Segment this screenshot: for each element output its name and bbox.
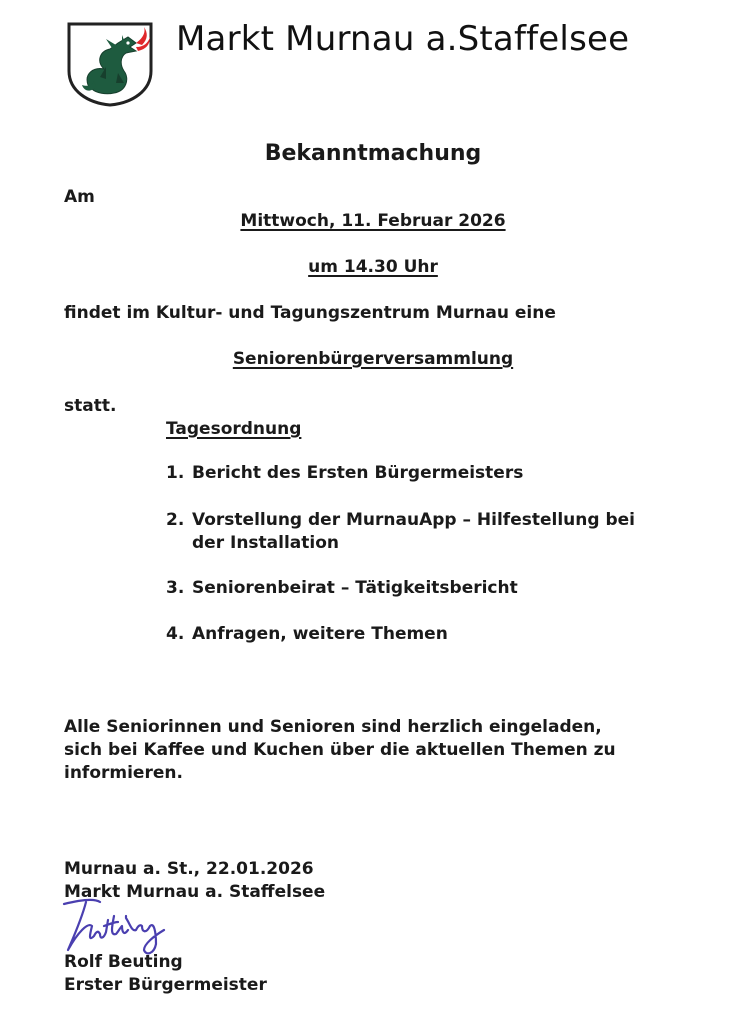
agenda-item-number: 2. (166, 510, 185, 530)
intro-text: Am (64, 187, 95, 207)
location-text: findet im Kultur- und Tagungszentrum Murnau eine (64, 303, 556, 323)
agenda-item-text: Anfragen, weitere Themen (192, 624, 448, 644)
agenda-item-number: 3. (166, 578, 185, 598)
notice-heading: Bekanntmachung (264, 141, 482, 166)
agenda-item-text: Vorstellung der MurnauApp – Hilfestellung bei (192, 510, 635, 530)
event-name: Seniorenbürgerversammlung (232, 349, 514, 369)
invitation-line: Alle Seniorinnen und Senioren sind herzlich eingeladen, (64, 717, 602, 737)
agenda-item-text: Bericht des Ersten Bürgermeisters (192, 463, 524, 483)
event-time: um 14.30 Uhr (308, 257, 438, 277)
signer-name: Rolf Beuting (64, 952, 183, 972)
organization-title: Markt Murnau a.Staffelsee (176, 19, 630, 59)
agenda-title: Tagesordnung (166, 419, 302, 439)
event-date: Mittwoch, 11. Februar 2026 (240, 211, 506, 231)
agenda-item-text-continued: der Installation (192, 533, 340, 553)
signer-role: Erster Bürgermeister (64, 975, 267, 995)
agenda-item-number: 1. (166, 463, 185, 483)
crest-logo (66, 21, 154, 107)
agenda-item-number: 4. (166, 624, 185, 644)
invitation-line: sich bei Kaffee und Kuchen über die aktuellen Themen zu (64, 740, 616, 760)
outro-text: statt. (64, 396, 117, 416)
place-date: Murnau a. St., 22.01.2026 (64, 859, 314, 879)
footer-organization: Markt Murnau a. Staffelsee (64, 882, 326, 902)
agenda-item-text: Seniorenbeirat – Tätigkeitsbericht (192, 578, 518, 598)
invitation-line: informieren. (64, 763, 183, 783)
